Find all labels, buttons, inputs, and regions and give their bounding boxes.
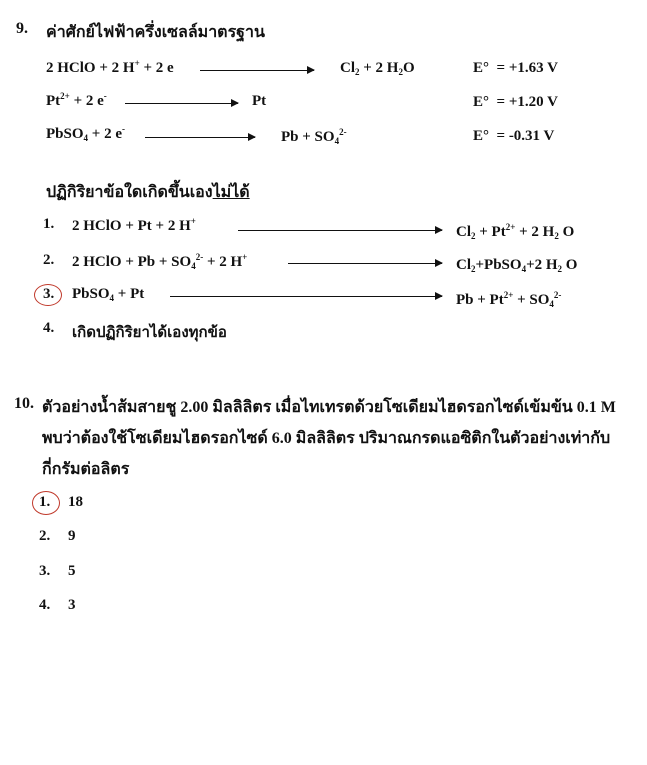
q10-choice-3-text: 5 — [68, 563, 76, 579]
q10-line-2: พบว่าต้องใช้โซเดียมไฮดรอกไซด์ 6.0 มิลลิลิตร ปริมาณกรดแอซิติกในตัวอย่างเท่ากับ — [42, 430, 611, 447]
q10-choice-2-text: 9 — [68, 528, 76, 544]
q10-choice-1-number: 1. — [39, 494, 51, 510]
q9-title: ค่าศักย์ไฟฟ้าครึ่งเซลล์มาตรฐาน — [46, 24, 265, 41]
q9-choice-1-lhs: 2 HClO + Pt + 2 H+ — [72, 216, 196, 234]
q10-choice-4-text: 3 — [68, 597, 76, 613]
q10-line-3: กี่กรัมต่อลิตร — [42, 461, 130, 478]
q10-number: 10. — [14, 395, 34, 412]
half-reaction-1-rhs: $Cl_2 + 2$ $H_2O$ — [340, 60, 415, 77]
q9-choice-2-lhs: 2 HClO + $Pb + SO_4^{2-} + 2$ H+ — [72, 252, 248, 271]
q9-choice-2-rhs: $Cl_2+PbSO_4+2$ $H_2$ O — [456, 257, 578, 274]
q9-choice-1-number: 1. — [43, 216, 55, 232]
half-reaction-3-rhs: $Pb + SO_4^{2-}$ — [281, 127, 347, 146]
half-reaction-3-lhs: PbSO$_4$ + 2 e- — [46, 124, 125, 143]
half-reaction-2-rhs: Pt — [252, 93, 267, 109]
half-reaction-1-lhs: 2 HClO + 2 H+ + 2 e — [46, 58, 174, 76]
q9-choice-3-rhs: $Pb + Pt^{2+} + SO_4^{2-}$ — [456, 290, 562, 309]
q9-choice-3-lhs: PbSO$_4$ + Pt — [72, 286, 145, 303]
reaction-arrow — [170, 296, 442, 297]
q9-choice-2-number: 2. — [43, 252, 55, 268]
q9-choice-4-text: เกิดปฏิกิริยาได้เองทุกข้อ — [72, 325, 227, 341]
q9-number: 9. — [16, 20, 28, 37]
reaction-arrow — [145, 137, 255, 138]
half-reaction-3-eo: E° = -0.31 V — [473, 128, 555, 144]
q9-choice-4-number: 4. — [43, 320, 55, 336]
half-reaction-2-lhs: $Pt^{2+} + 2$ e- — [46, 91, 107, 109]
q10-choice-3-number: 3. — [39, 563, 51, 579]
reaction-arrow — [200, 70, 314, 71]
q10-choice-1-text: 18 — [68, 494, 83, 510]
q9-choice-3-number: 3. — [43, 286, 55, 302]
q10-choice-4-number: 4. — [39, 597, 51, 613]
reaction-arrow — [125, 103, 238, 104]
q10-choice-2-number: 2. — [39, 528, 51, 544]
reaction-arrow — [288, 263, 442, 264]
q9-question: ปฏิกิริยาข้อใดเกิดขึ้นเองไม่ได้ — [46, 184, 250, 201]
q9-choice-1-rhs: $Cl_2 + Pt^{2+} + 2$ $H_2$ O — [456, 222, 575, 241]
half-reaction-1-eo: E° = +1.63 V — [473, 60, 558, 76]
q10-line-1: ตัวอย่างน้ำส้มสายชู 2.00 มิลลิลิตร เมื่อไทเทรตด้วยโซเดียมไฮดรอกไซด์เข้มข้น 0.1 M — [42, 399, 616, 416]
reaction-arrow — [238, 230, 442, 231]
half-reaction-2-eo: E° = +1.20 V — [473, 94, 558, 110]
